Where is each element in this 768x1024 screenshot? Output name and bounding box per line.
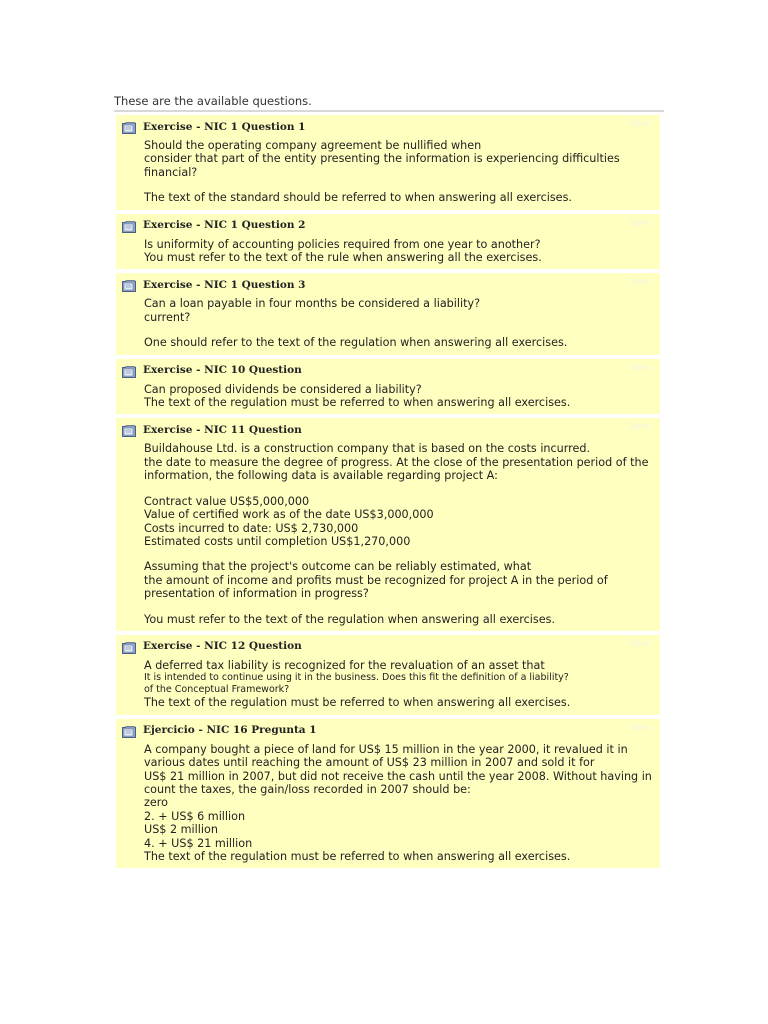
question-title[interactable]: Ejercicio - NIC 16 Pregunta 1 bbox=[143, 724, 317, 737]
question-text-line: The text of the regulation must be referred to when answering all exercises. bbox=[144, 396, 571, 410]
question-list bbox=[114, 115, 664, 868]
question-title[interactable]: Exercise - NIC 1 Question 1 bbox=[143, 120, 306, 133]
open-link[interactable]: Open bbox=[627, 217, 652, 228]
question-text-line: A company bought a piece of land for US$ 15 million in the year 2000, it revalued it in bbox=[144, 742, 628, 756]
question-item[interactable] bbox=[116, 418, 660, 630]
exercise-book-icon bbox=[122, 640, 137, 653]
question-text-line: various dates until reaching the amount of US$ 23 million in 2007 and sold it for bbox=[144, 756, 595, 770]
question-text-line: Assuming that the project's outcome can be reliably estimated, what bbox=[144, 560, 532, 574]
question-text-line: Costs incurred to date: US$ 2,730,000 bbox=[144, 521, 359, 535]
question-item[interactable] bbox=[116, 273, 660, 354]
question-text-line: count the taxes, the gain/loss recorded in 2007 should be: bbox=[144, 782, 471, 796]
question-text bbox=[144, 442, 652, 625]
paragraph-gap bbox=[144, 483, 652, 495]
question-text bbox=[144, 659, 652, 710]
intro-text: These are the available questions. bbox=[114, 94, 664, 112]
question-text-line: zero bbox=[144, 796, 168, 810]
question-text bbox=[144, 297, 652, 349]
question-text-line: 2. + US$ 6 million bbox=[144, 809, 246, 823]
question-title[interactable]: Exercise - NIC 12 Question bbox=[143, 640, 302, 653]
question-title[interactable]: Exercise - NIC 1 Question 3 bbox=[143, 278, 306, 291]
question-text-line: The text of the regulation must be referred to when answering all exercises. bbox=[144, 850, 571, 863]
question-text-line: 4. + US$ 21 million bbox=[144, 836, 253, 850]
question-text-line: Contract value US$5,000,000 bbox=[144, 494, 310, 508]
question-header bbox=[122, 722, 652, 739]
question-text-line: Should the operating company agreement be nullified when bbox=[144, 139, 482, 152]
question-text-line: consider that part of the entity presenting the information is experiencing difficulties bbox=[144, 152, 620, 166]
exercise-book-icon bbox=[122, 278, 137, 291]
question-text-line: financial? bbox=[144, 165, 198, 179]
open-link[interactable]: Open bbox=[627, 422, 652, 433]
question-text-line: It is intended to continue using it in the business. Does this fit the definition of a liability? bbox=[144, 672, 569, 684]
question-list-page bbox=[114, 94, 664, 872]
open-link[interactable]: Open bbox=[627, 362, 652, 373]
open-link[interactable]: Open bbox=[627, 119, 652, 129]
question-text-line: Estimated costs until completion US$1,270,000 bbox=[144, 534, 411, 548]
question-item[interactable] bbox=[116, 115, 660, 210]
question-text-line: current? bbox=[144, 310, 191, 324]
question-text-line: One should refer to the text of the regulation when answering all exercises. bbox=[144, 336, 568, 350]
question-header bbox=[122, 118, 652, 135]
question-text-line: A deferred tax liability is recognized for the revaluation of an asset that bbox=[144, 658, 545, 672]
question-title[interactable]: Exercise - NIC 1 Question 2 bbox=[143, 219, 306, 232]
question-text-line: Can proposed dividends be considered a liability? bbox=[144, 382, 422, 396]
open-link[interactable]: Open bbox=[627, 277, 652, 288]
question-item[interactable] bbox=[116, 635, 660, 715]
question-text-line: information, the following data is available regarding project A: bbox=[144, 469, 498, 483]
question-text-line: The text of the standard should be referred to when answering all exercises. bbox=[144, 191, 572, 205]
question-text bbox=[144, 383, 652, 410]
paragraph-gap bbox=[144, 548, 652, 560]
question-header bbox=[122, 217, 652, 234]
exercise-book-icon bbox=[122, 423, 137, 436]
question-text-line: US$ 21 million in 2007, but did not receive the cash until the year 2008. Without having in bbox=[144, 769, 652, 783]
question-text bbox=[144, 743, 652, 864]
exercise-book-icon bbox=[122, 120, 137, 133]
question-title[interactable]: Exercise - NIC 11 Question bbox=[143, 423, 302, 436]
question-text bbox=[144, 238, 652, 265]
question-text-line: US$ 2 million bbox=[144, 823, 218, 837]
paragraph-gap bbox=[144, 601, 652, 613]
question-item[interactable] bbox=[116, 359, 660, 415]
question-header bbox=[122, 362, 652, 379]
question-header bbox=[122, 638, 652, 655]
question-text-line: You must refer to the text of the regulation when answering all exercises. bbox=[144, 612, 556, 626]
question-text-line: Buildahouse Ltd. is a construction company that is based on the costs incurred. bbox=[144, 442, 591, 456]
question-text-line: The text of the regulation must be referred to when answering all exercises. bbox=[144, 696, 571, 710]
question-text-line: of the Conceptual Framework? bbox=[144, 684, 290, 696]
question-text-line: the date to measure the degree of progress. At the close of the presentation period of the bbox=[144, 455, 649, 469]
question-header bbox=[122, 276, 652, 293]
paragraph-gap bbox=[144, 324, 652, 336]
exercise-book-icon bbox=[122, 724, 137, 737]
question-header bbox=[122, 421, 652, 438]
question-item[interactable] bbox=[116, 214, 660, 270]
paragraph-gap bbox=[144, 179, 652, 191]
question-text bbox=[144, 139, 652, 205]
exercise-book-icon bbox=[122, 219, 137, 232]
question-text-line: presentation of information in progress? bbox=[144, 587, 369, 601]
open-link[interactable]: Open bbox=[627, 722, 652, 733]
question-item[interactable] bbox=[116, 719, 660, 869]
question-text-line: You must refer to the text of the rule when answering all the exercises. bbox=[144, 251, 542, 265]
question-text-line: the amount of income and profits must be recognized for project A in the period of bbox=[144, 573, 608, 587]
exercise-book-icon bbox=[122, 364, 137, 377]
question-text-line: Can a loan payable in four months be considered a liability? bbox=[144, 297, 481, 311]
question-text-line: Value of certified work as of the date US$3,000,000 bbox=[144, 508, 434, 522]
question-text-line: Is uniformity of accounting policies required from one year to another? bbox=[144, 237, 541, 251]
open-link[interactable]: Open bbox=[627, 638, 652, 649]
question-title[interactable]: Exercise - NIC 10 Question bbox=[143, 364, 302, 377]
